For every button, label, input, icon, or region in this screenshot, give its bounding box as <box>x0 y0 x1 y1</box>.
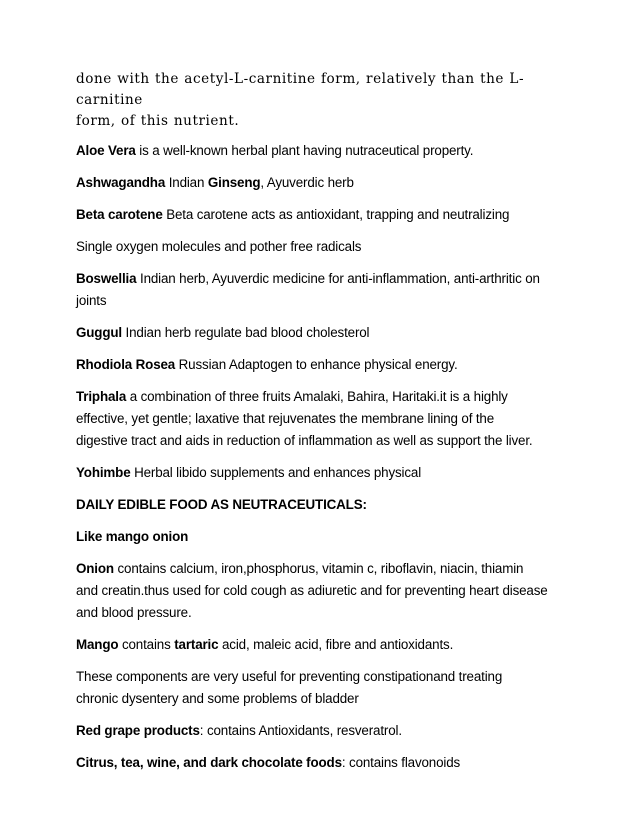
red-grape-text: : contains Antioxidants, resveratrol. <box>199 723 402 738</box>
triphala-line-1 <box>76 386 576 408</box>
ginseng-term: Ginseng <box>207 175 261 190</box>
citrus-paragraph <box>76 752 576 774</box>
ashwagandha-term: Ashwagandha <box>76 175 166 190</box>
rhodiola-term: Rhodiola Rosea <box>76 357 176 372</box>
triphala-text-1: a combination of three fruits Amalaki, Bahira, Haritaki.it is a highly <box>126 389 508 404</box>
components-line-1: These components are very useful for preventing constipationand treating <box>76 669 503 684</box>
triphala-line-3: digestive tract and aids in reduction of inflammation as well as support the liver. <box>76 433 533 448</box>
tartaric-term: tartaric <box>174 637 219 652</box>
section-subheading: Like mango onion <box>76 529 189 544</box>
ashwagandha-text-1: Indian <box>165 175 208 190</box>
components-line-2: chronic dysentery and some problems of bladder <box>76 691 359 706</box>
rhodiola-paragraph <box>76 354 576 376</box>
boswellia-line-1 <box>76 268 576 290</box>
boswellia-paragraph <box>76 268 576 312</box>
onion-line-3: and blood pressure. <box>76 605 192 620</box>
onion-paragraph <box>76 558 576 624</box>
rhodiola-text: Russian Adaptogen to enhance physical energy. <box>175 357 458 372</box>
ashwagandha-paragraph <box>76 172 576 194</box>
yohimbe-paragraph <box>76 462 576 484</box>
mango-term: Mango <box>76 637 119 652</box>
intro-paragraph <box>76 69 576 132</box>
aloe-vera-text: is a well-known herbal plant having nutraceutical property. <box>135 143 474 158</box>
guggul-text: Indian herb regulate bad blood cholesterol <box>121 325 370 340</box>
intro-line-2: form, of this nutrient. <box>76 113 240 129</box>
triphala-term: Triphala <box>76 389 127 404</box>
red-grape-term: Red grape products <box>76 723 200 738</box>
aloe-vera-term: Aloe Vera <box>76 143 136 158</box>
section-heading: DAILY EDIBLE FOOD AS NEUTRACEUTICALS: <box>76 497 367 512</box>
onion-line-2: and creatin.thus used for cold cough as adiuretic and for preventing heart disease <box>76 583 548 598</box>
mango-text-1: contains <box>118 637 175 652</box>
onion-term: Onion <box>76 561 114 576</box>
boswellia-term: Boswellia <box>76 271 137 286</box>
ashwagandha-text-2: , Ayuverdic herb <box>260 175 354 190</box>
components-paragraph <box>76 666 576 710</box>
beta-carotene-text: Beta carotene acts as antioxidant, trapping and neutralizing <box>162 207 510 222</box>
intro-line-1: done with the acetyl-L-carnitine form, relatively than the L-carnitine <box>76 71 525 108</box>
triphala-paragraph <box>76 386 576 452</box>
citrus-term: Citrus, tea, wine, and dark chocolate foods <box>76 755 342 770</box>
yohimbe-term: Yohimbe <box>76 465 131 480</box>
guggul-term: Guggul <box>76 325 122 340</box>
aloe-vera-paragraph <box>76 140 576 162</box>
boswellia-line-2: joints <box>76 293 107 308</box>
singlet-oxygen-paragraph <box>76 236 576 258</box>
document-page <box>76 69 576 784</box>
beta-carotene-paragraph <box>76 204 576 226</box>
citrus-text: : contains flavonoids <box>341 755 461 770</box>
boswellia-text-1: Indian herb, Ayuverdic medicine for anti-inflammation, anti-arthritic on <box>136 271 540 286</box>
mango-text-2: acid, maleic acid, fibre and antioxidants. <box>218 637 454 652</box>
yohimbe-text: Herbal libido supplements and enhances physical <box>130 465 422 480</box>
mango-paragraph <box>76 634 576 656</box>
onion-text-1: contains calcium, iron,phosphorus, vitamin c, riboflavin, niacin, thiamin <box>113 561 524 576</box>
singlet-oxygen-text: Single oxygen molecules and pother free radicals <box>76 239 362 254</box>
onion-line-1 <box>76 558 576 580</box>
beta-carotene-term: Beta carotene <box>76 207 163 222</box>
guggul-paragraph <box>76 322 576 344</box>
triphala-line-2: effective, yet gentle; laxative that rejuvenates the membrane lining of the <box>76 411 495 426</box>
red-grape-paragraph <box>76 720 576 742</box>
